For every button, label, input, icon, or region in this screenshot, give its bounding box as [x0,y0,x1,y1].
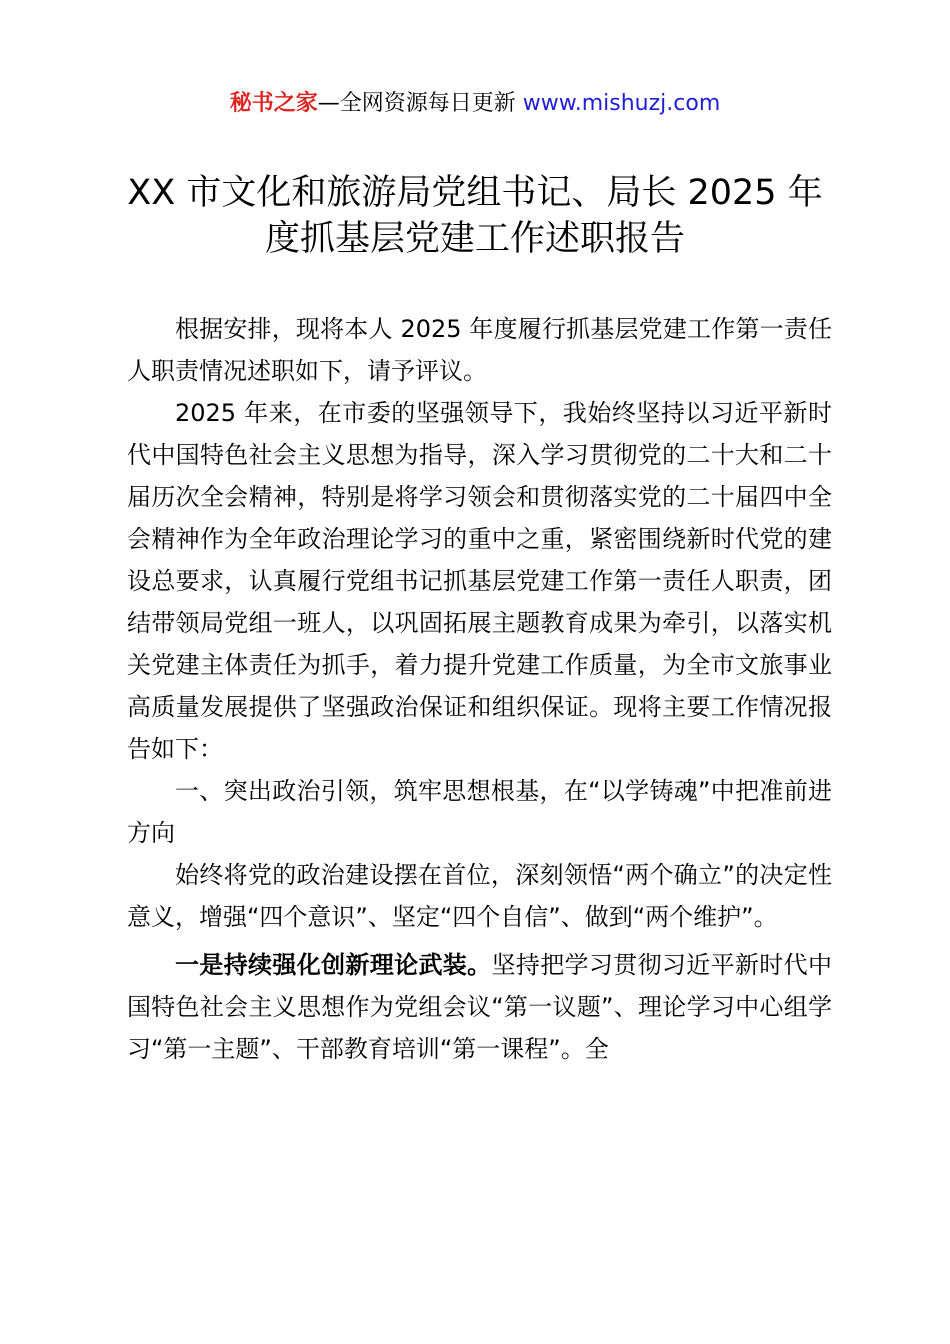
brand-name: 秘书之家 [229,91,318,116]
title-line-2: 度抓基层党建工作述职报告 [264,219,685,259]
point-1-lead: 一是持续强化创新理论武装。 [175,951,492,979]
paragraph-point-1 [127,944,832,1070]
section-heading-1: 一、突出政治引领，筑牢思想根基，在“以学铸魂”中把准前进方向 [127,777,832,847]
paragraph-overview: 2025 年来，在市委的坚强领导下，我始终坚持以习近平新时代中国特色社会主义思想为指导，深入学习贯彻党的二十大和二十届历次全会精神，特别是将学习领会和贯彻落实党的二十届四中全会精神作为全年政治理论学习的重中之重，紧密围绕新时代党的建设总要求，认真履行党组书记抓基层党建工作第一责任人职责，团结带领局党组一班人，以巩固拓展主题教育成果为牵引，以落实机关党建主体责任为抓手，着力提升党建工作质量，为全市文旅事业高质量发展提供了坚强政治保证和组织保证。现将主要工作情况报告如下： [127,399,832,763]
site-url-link[interactable]: www.mishuzj.com [522,91,721,116]
document-body [127,308,832,1070]
document-title [110,170,840,262]
title-line-1: XX 市文化和旅游局党组书记、局长 2025 年 [127,173,823,213]
site-header [0,88,950,120]
header-tagline: —全网资源每日更新 [317,91,516,116]
point-1-text: 坚持把学习贯彻习近平新时代中国特色社会主义思想作为党组会议“第一议题”、理论学习中心组学习“第一主题”、干部教育培训“第一课程”。全 [127,951,832,1063]
paragraph-section-1: 始终将党的政治建设摆在首位，深刻领悟“两个确立”的决定性意义，增强“四个意识”、坚定“四个自信”、做到“两个维护”。 [127,861,832,931]
paragraph-intro: 根据安排，现将本人 2025 年度履行抓基层党建工作第一责任人职责情况述职如下，请予评议。 [127,315,832,385]
